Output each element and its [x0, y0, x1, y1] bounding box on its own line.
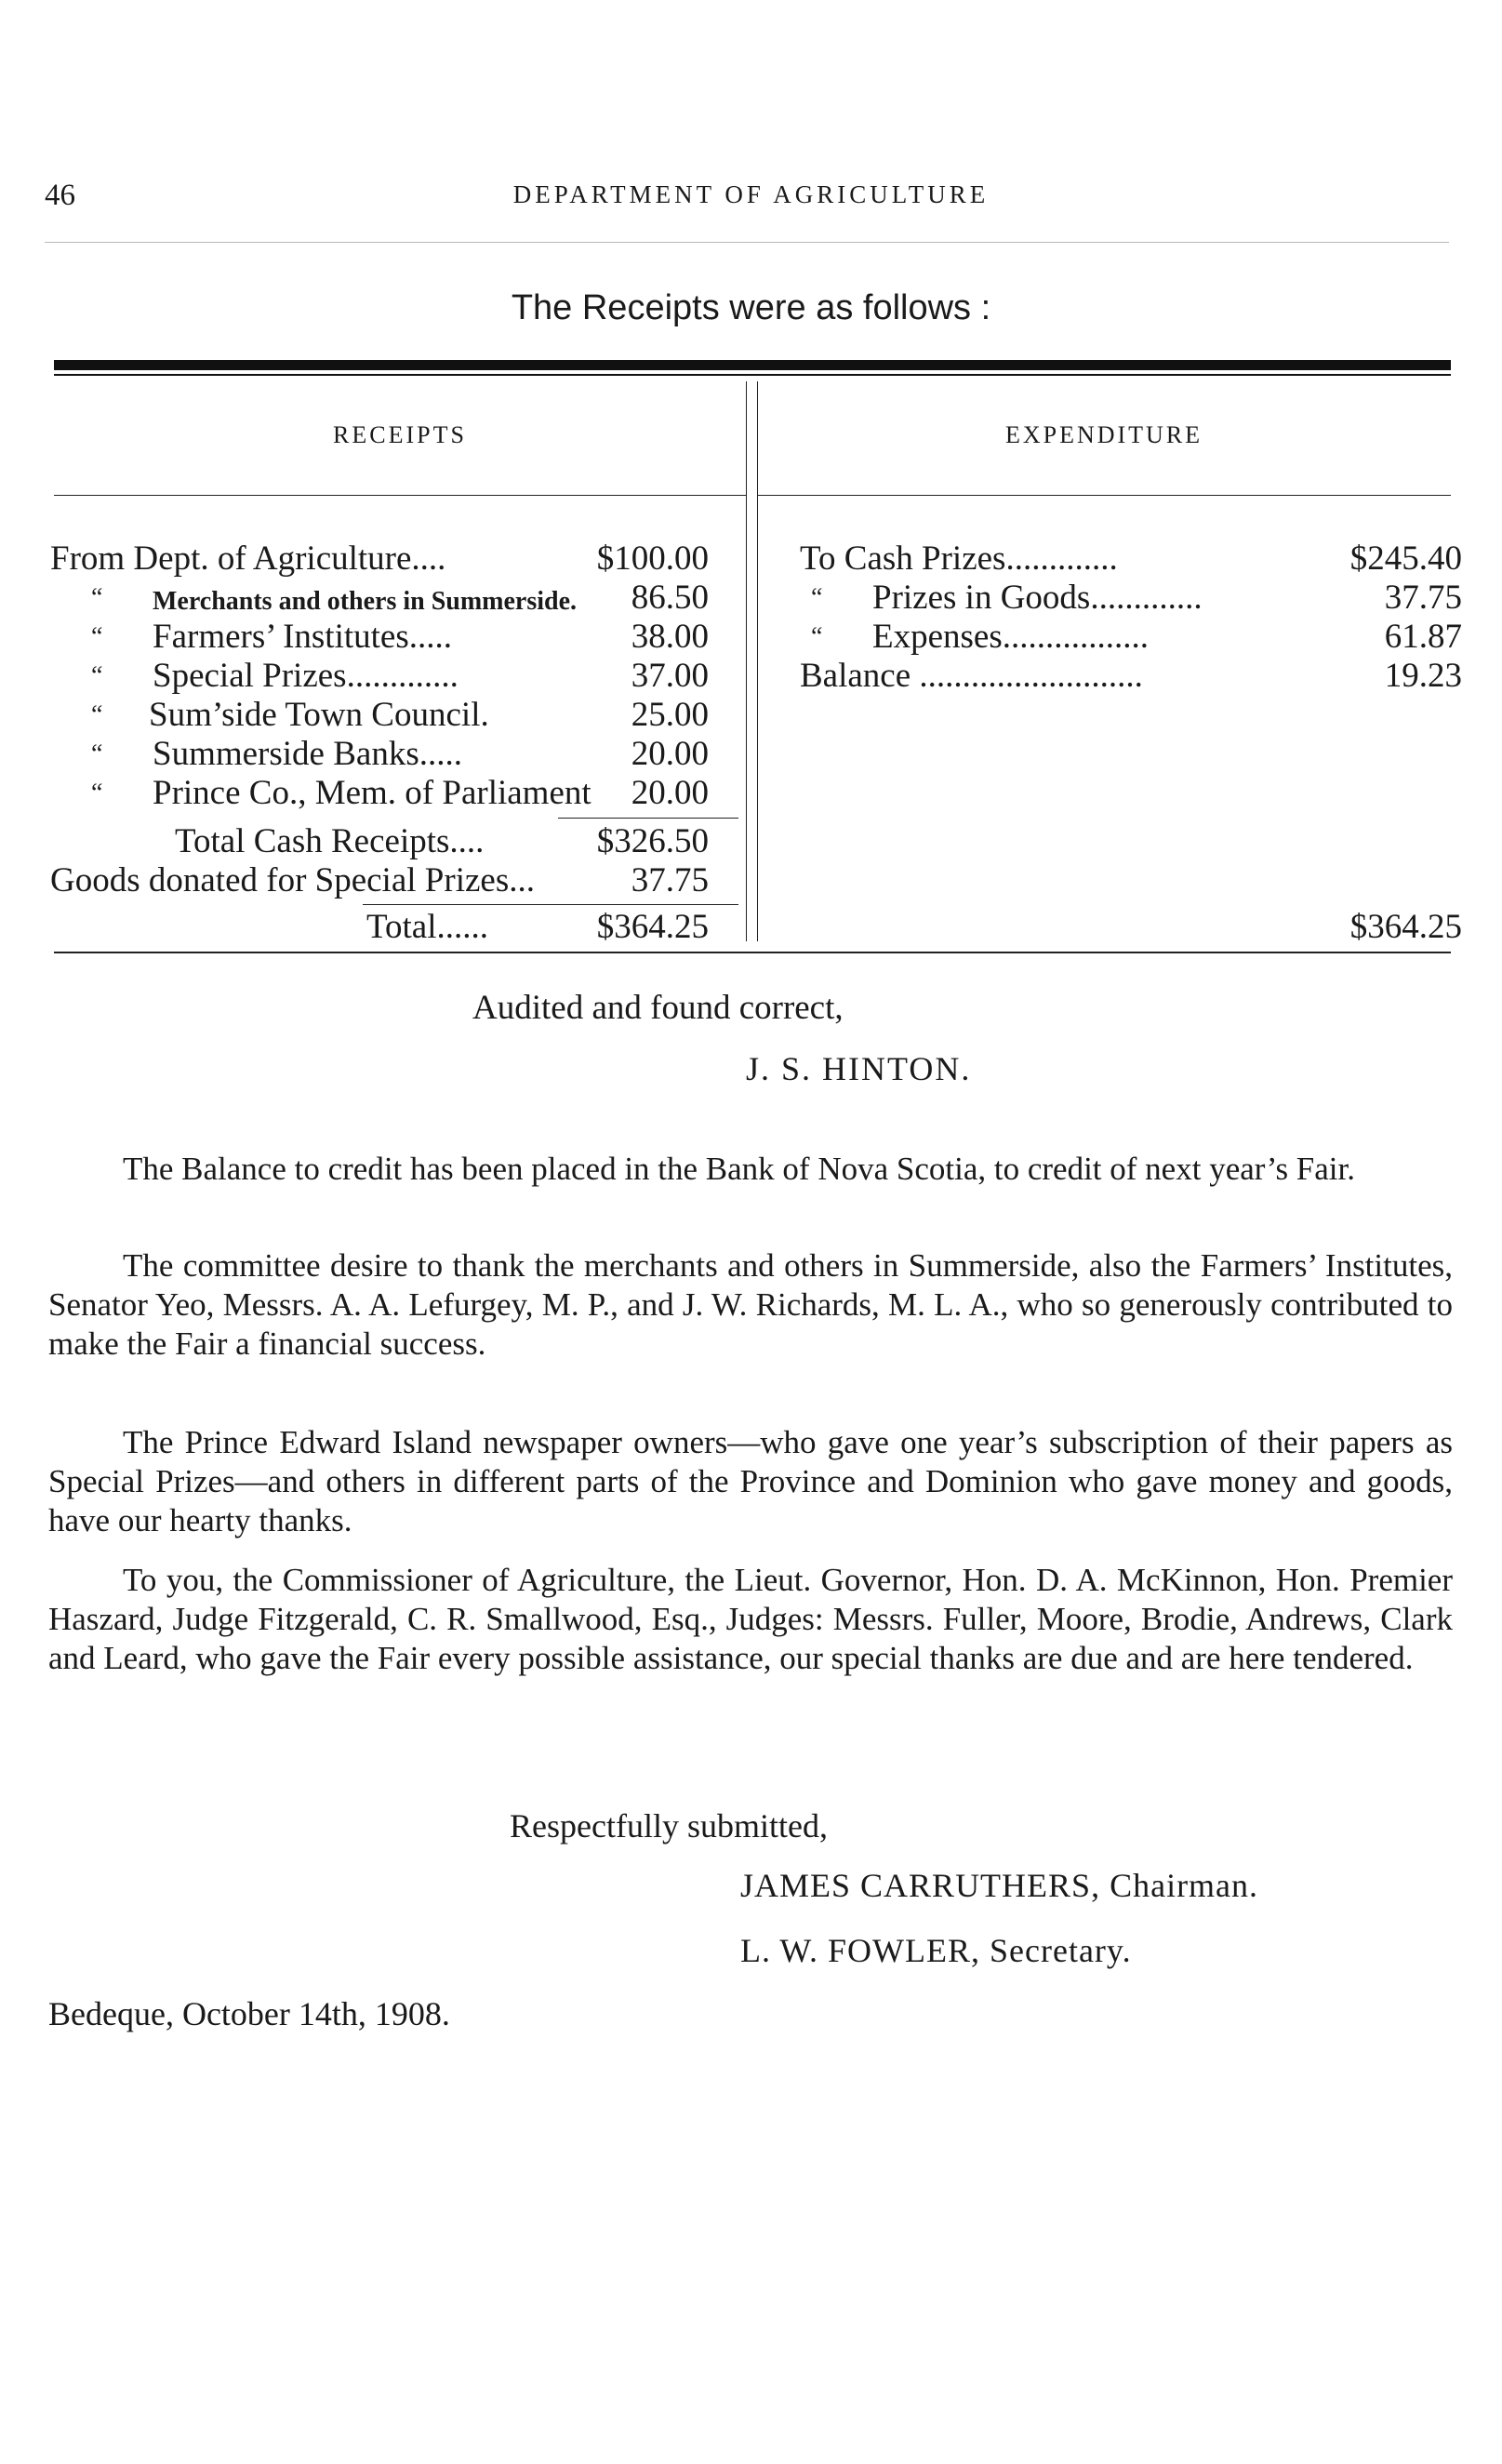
receipts-column-header: RECEIPTS — [333, 421, 467, 448]
receipts-total-row — [50, 908, 709, 947]
expenditure-amount: 37.75 — [1384, 579, 1462, 617]
receipt-row — [50, 539, 709, 579]
expenditure-column-header: EXPENDITURE — [1004, 421, 1203, 448]
receipt-row — [50, 735, 709, 774]
auditor-name: J. S. HINTON. — [746, 1050, 972, 1087]
ditto-mark: “ — [91, 779, 103, 807]
receipt-row — [50, 618, 709, 657]
goods-donated-label: Goods donated for Special Prizes... — [50, 861, 535, 899]
total-cash-label: Total Cash Receipts.... — [175, 822, 485, 860]
expenditure-amount: 61.87 — [1384, 618, 1462, 656]
paragraph-text: The committee desire to thank the merchants and others in Summerside, also the Farmers’ Institutes, Senator Yeo, Messrs. A. A. Lefurgey, M. P., and J. W. Richards, M. L. A., who so generously contributed to make the Fair a financial success. — [48, 1247, 1453, 1362]
expenditure-header-rule — [757, 495, 1451, 496]
receipt-amount: 20.00 — [631, 735, 709, 773]
expenditure-amount: $245.40 — [1349, 539, 1462, 578]
paragraph-text: To you, the Commissioner of Agriculture, the Lieut. Governor, Hon. D. A. McKinnon, Hon. Premier Haszard, Judge Fitzgerald, C. R. Smallwood, Esq., Judges: Messrs. Fuller, Moore, Brodie, Andrews, Clark and Leard, who gave the Fair every possible assistance, our special thanks are due and are here tendered. — [48, 1562, 1453, 1676]
paragraph — [48, 1246, 1453, 1364]
audit-statement: Audited and found correct, — [472, 989, 844, 1027]
respectfully-submitted: Respectfully submitted, — [510, 1807, 828, 1845]
expenditure-label: Prizes in Goods............. — [872, 579, 1203, 617]
receipt-amount: 38.00 — [631, 618, 709, 656]
chairman-signature: JAMES CARRUTHERS, Chairman. — [740, 1867, 1259, 1904]
expenditure-label: Balance .......................... — [800, 657, 1143, 695]
ditto-mark: “ — [91, 739, 103, 768]
receipt-row — [50, 696, 709, 735]
table-bottom-rule — [54, 952, 1451, 953]
paragraph — [48, 1150, 1453, 1189]
ditto-mark: “ — [811, 622, 823, 651]
expenditure-row — [800, 657, 1462, 696]
expenditure-amount: 19.23 — [1384, 657, 1462, 695]
place-and-date: Bedeque, October 14th, 1908. — [48, 1995, 450, 2032]
receipts-total-label: Total...... — [366, 908, 488, 946]
receipt-label: From Dept. of Agriculture.... — [50, 539, 446, 578]
receipt-amount: 20.00 — [631, 774, 709, 812]
expenditure-row — [800, 539, 1462, 579]
receipt-label: Farmers’ Institutes..... — [153, 618, 452, 656]
table-top-thin-rule — [54, 374, 1451, 376]
expenditure-label: To Cash Prizes............. — [800, 539, 1118, 578]
header-rule — [45, 242, 1449, 243]
paragraph-text: The Balance to credit has been placed in the Bank of Nova Scotia, to credit of next year’s Fair. — [123, 1151, 1356, 1187]
expenditure-total-amount: $364.25 — [1349, 908, 1462, 946]
receipt-label: Sum’side Town Council. — [149, 696, 489, 734]
secretary-signature: L. W. FOWLER, Secretary. — [740, 1932, 1132, 1969]
expenditure-row — [800, 618, 1462, 657]
ditto-mark: “ — [91, 622, 103, 651]
receipt-label: Merchants and others in Summerside. — [153, 587, 578, 616]
column-divider-inner — [757, 381, 758, 941]
section-heading: The Receipts were as follows : — [511, 288, 991, 327]
receipt-amount: $100.00 — [596, 539, 709, 578]
ditto-mark: “ — [811, 583, 823, 612]
receipt-label: Special Prizes............. — [153, 657, 459, 695]
receipt-label: Prince Co., Mem. of Parliament — [153, 774, 591, 812]
expenditure-row — [800, 579, 1462, 618]
receipt-row — [50, 774, 709, 813]
receipts-total-amount: $364.25 — [596, 908, 709, 946]
paragraph — [48, 1423, 1453, 1540]
total-cash-amount: $326.50 — [596, 822, 709, 860]
column-divider — [746, 381, 747, 941]
ditto-mark: “ — [91, 700, 103, 729]
receipt-amount: 37.00 — [631, 657, 709, 695]
table-top-thick-rule — [54, 360, 1451, 370]
subtotal-rule — [558, 818, 738, 819]
goods-donated-amount: 37.75 — [631, 861, 709, 899]
receipt-row — [50, 657, 709, 696]
expenditure-label: Expenses................. — [872, 618, 1149, 656]
paragraph — [48, 1561, 1453, 1678]
ditto-mark: “ — [91, 661, 103, 690]
expenditure-total-row — [800, 908, 1462, 947]
page-number: 46 — [45, 179, 75, 212]
receipts-header-rule — [54, 495, 746, 496]
receipt-label: Summerside Banks..... — [153, 735, 462, 773]
goods-donated-row — [50, 861, 709, 900]
running-head: DEPARTMENT OF AGRICULTURE — [512, 180, 990, 208]
receipt-amount: 86.50 — [631, 579, 709, 617]
paragraph-text: The Prince Edward Island newspaper owners—who gave one year’s subscription of their papers as Special Prizes—and others in different parts of the Province and Dominion who gave money and goods, have our hearty thanks. — [48, 1424, 1453, 1538]
ditto-mark: “ — [91, 583, 103, 612]
receipt-amount: 25.00 — [631, 696, 709, 734]
total-cash-row — [50, 822, 709, 861]
total-rule — [363, 904, 738, 905]
receipt-row — [50, 579, 709, 618]
